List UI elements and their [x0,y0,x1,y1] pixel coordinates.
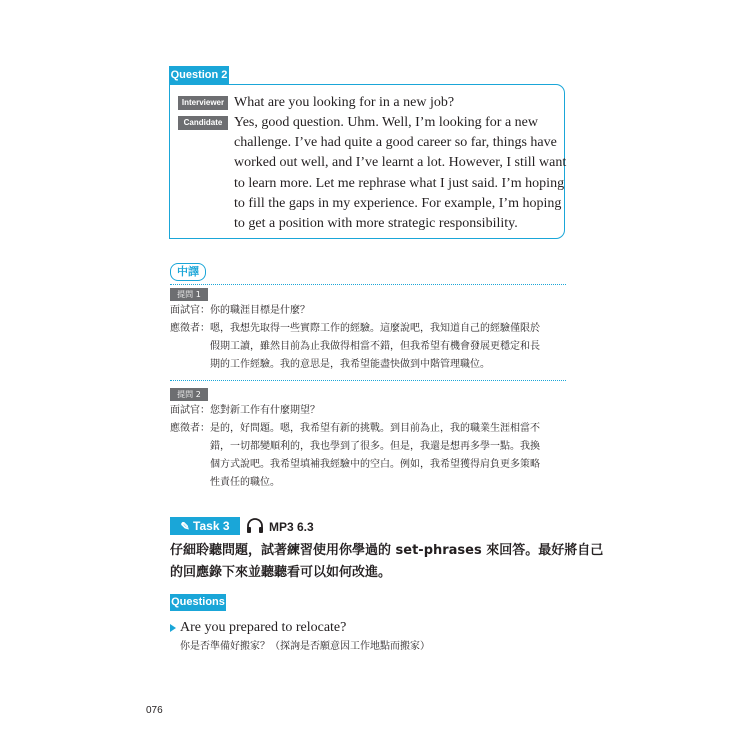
triangle-bullet-icon [170,624,176,632]
candidate-line: to fill the gaps in my experience. For example, I’m hoping [234,196,562,211]
q1-candidate-label: 應徵者： [170,323,210,334]
candidate-line: worked out well, and I’ve learnt a lot. However, I still want [234,155,567,170]
translation-badge: 中譯 [170,263,206,281]
q1-interviewer-label: 面試官： [170,305,210,316]
q2-candidate-line: 是的，好問題。嗯，我希望有新的挑戰。到目前為止，我的職業生涯相當不 [210,423,540,434]
translation-separator [170,380,566,381]
task-instruction-line: 的回應錄下來並聽聽看可以如何改進。 [170,565,392,580]
q1-interviewer-text: 你的職涯目標是什麼？ [210,305,310,316]
questions-tab: Questions [170,594,226,611]
question-tab: Question 2 [169,66,229,84]
interviewer-tag: Interviewer [178,96,228,110]
q2-interviewer-label: 面試官： [170,405,210,416]
question-item-zh: 你是否準備好搬家？（探詢是否願意因工作地點而搬家） [180,641,430,652]
headphones-icon[interactable] [246,518,264,534]
q2-interviewer-text: 您對新工作有什麼期望？ [210,405,320,416]
q2-candidate-line: 錯，一切都變順利的，我也學到了很多。但是，我還是想再多學一點。我換 [210,441,540,452]
task-instruction-line: 仔細聆聽問題，試著練習使用你學過的 set-phrases 來回答。最好將自己 [170,543,604,558]
audio-track-label: MP3 6.3 [269,520,314,534]
page-number: 076 [146,705,163,716]
task-label: Task 3 [193,519,230,533]
q1-candidate-line: 假期工讀，雖然目前為止我做得相當不錯，但我希望有機會發展更穩定和長 [210,341,540,352]
pencil-icon: ✎ [180,521,190,533]
candidate-line: challenge. I’ve had quite a good career so far, things have [234,135,557,150]
q2-candidate-line: 個方式說吧。我希望填補我經驗中的空白。例如，我希望獲得肩負更多策略 [210,459,540,470]
question-item-en: Are you prepared to relocate? [180,620,347,635]
q2-candidate-line: 性責任的職位。 [210,477,280,488]
candidate-line: to learn more. Let me rephrase what I just said. I’m hoping [234,176,565,191]
q2-candidate-label: 應徵者： [170,423,210,434]
candidate-line: Yes, good question. Uhm. Well, I’m looking for a new [234,115,539,130]
q1-candidate-line: 嗯，我想先取得一些實際工作的經驗。這麼說吧，我知道自己的經驗僅限於 [210,323,540,334]
interviewer-line: What are you looking for in a new job? [234,95,455,110]
q2-tag: 提問 2 [170,388,208,401]
candidate-line: to get a position with more strategic responsibility. [234,216,518,231]
q1-candidate-line: 期的工作經驗。我的意思是，我希望能盡快做到中階管理職位。 [210,359,490,370]
q1-tag: 提問 1 [170,288,208,301]
translation-divider [170,284,566,285]
task-tab [170,517,240,535]
candidate-tag: Candidate [178,116,228,130]
